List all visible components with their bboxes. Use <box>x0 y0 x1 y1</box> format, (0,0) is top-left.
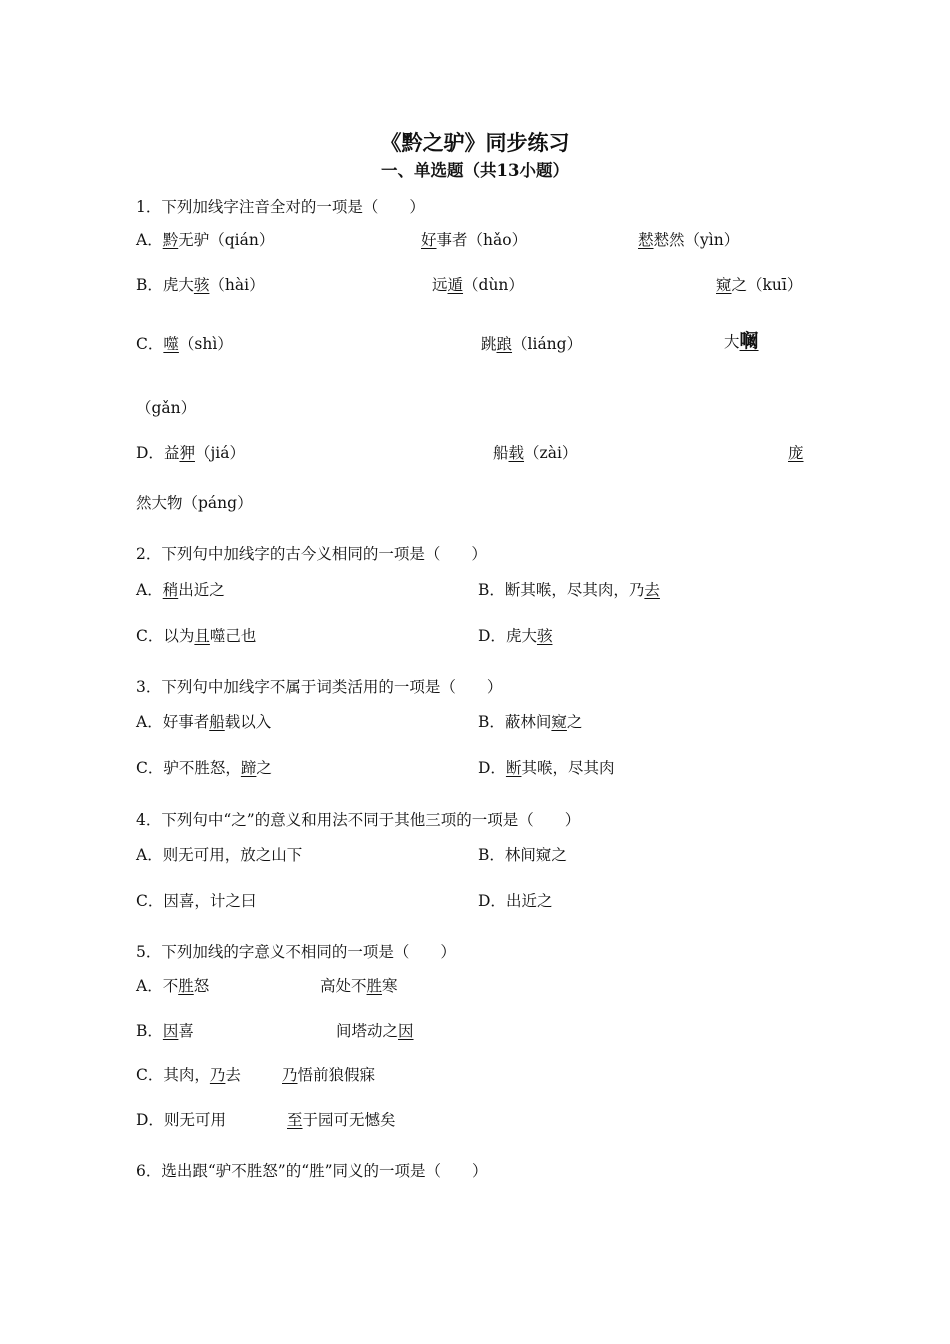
option-text: 大 <box>724 333 740 351</box>
underlined-char: 船 <box>209 713 225 731</box>
option-text: （jiá） <box>194 444 245 462</box>
q5-option-b-item-2 <box>336 1021 414 1041</box>
underlined-char: 骇 <box>536 627 553 645</box>
option-text: 出近之 <box>505 892 553 910</box>
option-text: （dùn） <box>463 276 524 294</box>
question-1-stem: 1．下列加线字注音全对的一项是（ ） <box>136 198 425 216</box>
q3-option-b <box>478 712 582 732</box>
underlined-char: 狎 <box>179 444 195 462</box>
underlined-char: 因 <box>398 1022 414 1040</box>
underlined-char: 蹄 <box>240 759 257 777</box>
option-text: 虎大 <box>162 276 194 294</box>
option-label: B． <box>136 1022 163 1040</box>
q2-option-a <box>136 580 225 600</box>
q5-option-d-item-2 <box>287 1110 396 1130</box>
option-text: 出近之 <box>178 581 225 599</box>
q3-option-d <box>478 758 614 778</box>
underlined-char: 乃 <box>282 1066 298 1084</box>
option-label: C． <box>136 627 164 645</box>
underlined-char: 㘎 <box>739 330 759 352</box>
option-text: 其肉， <box>163 1066 210 1084</box>
q1-option-b <box>136 275 265 295</box>
question-4-stem: 4．下列句中“之”的意义和用法不同于其他三项的一项是（ ） <box>136 811 581 829</box>
underlined-char: 乃 <box>209 1066 226 1084</box>
option-text: 好事者 <box>162 713 210 731</box>
q4-option-d <box>478 891 552 911</box>
underlined-char: 且 <box>194 627 210 645</box>
option-label: A． <box>136 977 163 995</box>
underlined-char: 载 <box>508 444 525 462</box>
option-text: 事者（hǎo） <box>436 231 528 249</box>
option-text: 则无可用 <box>163 1111 226 1129</box>
question-5-stem: 5．下列加线的字意义不相同的一项是（ ） <box>136 943 456 961</box>
q1-option-c-item-2 <box>481 334 582 354</box>
option-label: D． <box>136 444 164 462</box>
underlined-char: 骇 <box>193 276 210 294</box>
option-text: 寒 <box>382 977 398 995</box>
underlined-char: 胜 <box>178 977 194 995</box>
option-text: （shì） <box>178 335 233 353</box>
option-text: 喜 <box>178 1022 194 1040</box>
q1-option-c-item-3 <box>724 331 773 352</box>
option-text: 间塔动之 <box>336 1022 399 1040</box>
q5-option-a-item-2 <box>320 976 398 996</box>
option-label: A． <box>136 713 163 731</box>
option-label: A． <box>136 231 163 249</box>
underlined-char: 断 <box>505 759 522 777</box>
section-heading: 一、单选题（共13小题） <box>381 161 569 180</box>
q5-option-c-item-2 <box>282 1065 375 1085</box>
option-text: （hài） <box>209 276 265 294</box>
option-label: D． <box>136 1111 164 1129</box>
option-label: A． <box>136 846 163 864</box>
question-6-stem: 6．选出跟“驴不胜怒”的“胜”同义的一项是（ ） <box>136 1162 488 1180</box>
q3-option-c <box>136 758 272 778</box>
q5-option-c <box>136 1065 241 1085</box>
q1-option-a <box>136 230 274 250</box>
option-text: 悟前狼假寐 <box>297 1066 376 1084</box>
underlined-char: 遁 <box>447 276 464 294</box>
option-label: B． <box>478 713 505 731</box>
underlined-char: 窥 <box>716 276 732 294</box>
q4-option-a <box>136 845 302 865</box>
underlined-char: 去 <box>644 581 660 599</box>
option-text: 断其喉，尽其肉，乃 <box>504 581 645 599</box>
q3-option-a <box>136 712 271 732</box>
option-text: 无驴（qián） <box>178 231 275 249</box>
option-text: 慭然（yìn） <box>653 231 740 249</box>
option-text: 驴不胜怒， <box>163 759 241 777</box>
q1-option-a-item-3 <box>638 230 739 250</box>
q2-option-c <box>136 626 256 646</box>
option-text: 之（kuī） <box>731 276 803 294</box>
option-text: 林间窥之 <box>504 846 567 864</box>
underlined-char: 慭 <box>638 231 654 249</box>
option-text: 之 <box>256 759 272 777</box>
option-label: C． <box>136 892 164 910</box>
option-text: 其喉，尽其肉 <box>521 759 615 777</box>
q1-option-d-item-2 <box>493 443 577 463</box>
question-3-stem: 3．下列句中加线字不属于词类活用的一项是（ ） <box>136 678 503 696</box>
underlined-char: 稍 <box>162 581 179 599</box>
option-text: 跳 <box>481 335 497 353</box>
underlined-char: 踉 <box>496 335 513 353</box>
option-label: C． <box>136 1066 164 1084</box>
q5-option-b <box>136 1021 194 1041</box>
q5-option-a <box>136 976 209 996</box>
underlined-char: 庞 <box>788 444 804 462</box>
underlined-char: 窥 <box>551 713 567 731</box>
option-label: D． <box>478 759 506 777</box>
option-text: 之 <box>566 713 583 731</box>
underlined-char: 因 <box>162 1022 179 1040</box>
option-text: 不 <box>162 977 179 995</box>
option-text: 高处不 <box>320 977 367 995</box>
underlined-char: 黔 <box>162 231 179 249</box>
q4-option-b <box>478 845 567 865</box>
option-text: 益 <box>163 444 180 462</box>
q1-option-a-item-2 <box>421 230 527 250</box>
option-text: 虎大 <box>505 627 537 645</box>
option-label: D． <box>478 627 506 645</box>
underlined-char: 好 <box>421 231 437 249</box>
q1-option-d-continued: 然大物（páng） <box>136 494 253 512</box>
option-label: B． <box>478 581 505 599</box>
q1-option-d-item-3 <box>788 443 804 463</box>
q5-option-d <box>136 1110 226 1130</box>
option-text: 怒 <box>193 977 210 995</box>
option-label: C． <box>136 759 164 777</box>
option-text: 因喜，计之曰 <box>163 892 257 910</box>
page-title: 《黔之驴》同步练习 <box>380 130 570 155</box>
question-2-stem: 2．下列句中加线字的古今义相同的一项是（ ） <box>136 545 487 563</box>
option-label: B． <box>136 276 163 294</box>
option-label: B． <box>478 846 505 864</box>
underlined-char: 至 <box>287 1111 303 1129</box>
option-text: 船 <box>493 444 509 462</box>
q1-option-b-item-2 <box>432 275 524 295</box>
underlined-char: 胜 <box>366 977 383 995</box>
option-text: 蔽林间 <box>504 713 552 731</box>
option-text: 则无可用，放之山下 <box>162 846 303 864</box>
option-text: 于园可无憾矣 <box>302 1111 396 1129</box>
q2-option-b <box>478 580 660 600</box>
option-label: C． <box>136 335 164 353</box>
q1-option-b-item-3 <box>716 275 802 295</box>
option-text: 噬己也 <box>209 627 257 645</box>
q1-option-c <box>136 334 233 354</box>
underlined-char: 噬 <box>163 335 179 353</box>
option-label: A． <box>136 581 163 599</box>
option-text: 以为 <box>163 627 195 645</box>
q1-option-d <box>136 443 245 463</box>
option-text: （liáng） <box>512 335 583 353</box>
q4-option-c <box>136 891 256 911</box>
option-text: 去 <box>225 1066 241 1084</box>
q1-option-c-pinyin: （gǎn） <box>136 399 197 417</box>
option-text: （zài） <box>524 444 578 462</box>
option-text: 载以入 <box>224 713 272 731</box>
q2-option-d <box>478 626 552 646</box>
option-text: 远 <box>432 276 448 294</box>
option-label: D． <box>478 892 506 910</box>
